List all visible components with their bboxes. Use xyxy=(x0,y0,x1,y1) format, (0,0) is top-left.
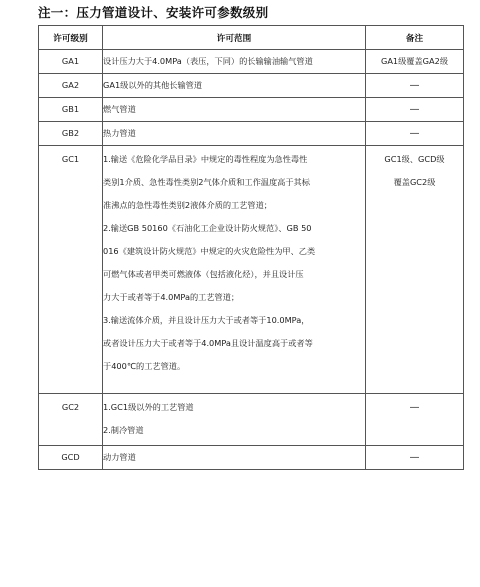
scope-line: 类别1介质、急性毒性类别2气体介质和工作温度高于其标 xyxy=(103,177,310,187)
note-line: GC1级、GCD级 xyxy=(384,154,445,164)
table-row xyxy=(39,122,464,146)
note-line: — xyxy=(409,402,420,413)
scope-line: 动力管道 xyxy=(103,452,136,462)
note-line: — xyxy=(409,104,420,115)
scope-line: 热力管道 xyxy=(103,128,136,138)
note-line: — xyxy=(409,80,420,91)
scope-line: 3.输送流体介质，并且设计压力大于或者等于10.0MPa， xyxy=(103,315,310,325)
level-cell xyxy=(39,394,103,446)
note-line: 覆盖GC2级 xyxy=(393,177,436,187)
level-cell xyxy=(39,446,103,470)
scope-cell xyxy=(103,122,366,146)
level-text: GC2 xyxy=(61,402,80,412)
table-row xyxy=(39,146,464,394)
scope-line: 或者设计压力大于或者等于4.0MPa且设计温度高于或者等 xyxy=(103,338,313,348)
page-title: 注一：压力管道设计、安装许可参数级别 xyxy=(38,5,269,20)
table-row xyxy=(39,394,464,446)
note-line: — xyxy=(409,128,420,139)
column-header-level: 许可级别 xyxy=(39,26,103,50)
level-cell xyxy=(39,146,103,394)
note-line: GA1级覆盖GA2级 xyxy=(380,56,449,66)
level-cell xyxy=(39,74,103,98)
scope-line: 016《建筑设计防火规范》中规定的火灾危险性为甲、乙类 xyxy=(103,246,316,256)
scope-cell xyxy=(103,394,366,446)
scope-cell xyxy=(103,74,366,98)
column-header-scope: 许可范围 xyxy=(103,26,366,50)
scope-line: 力大于或者等于4.0MPa的工艺管道； xyxy=(103,292,240,302)
note-cell xyxy=(366,50,464,74)
table-row xyxy=(39,74,464,98)
note-cell xyxy=(366,446,464,470)
scope-line: GA1级以外的其他长输管道 xyxy=(103,80,203,90)
level-text: GC1 xyxy=(61,154,80,164)
table-row xyxy=(39,98,464,122)
table-header-row xyxy=(39,26,464,50)
level-text: GB2 xyxy=(61,128,80,138)
scope-line: 1.GC1级以外的工艺管道 xyxy=(103,402,194,412)
scope-cell xyxy=(103,146,366,394)
level-text: GCD xyxy=(61,452,80,462)
scope-line: 燃气管道 xyxy=(103,104,136,114)
note-cell xyxy=(366,122,464,146)
table-row xyxy=(39,446,464,470)
note-cell xyxy=(366,146,464,394)
note-cell xyxy=(366,394,464,446)
permit-level-table xyxy=(38,25,464,470)
note-line: — xyxy=(409,452,420,463)
level-text: GB1 xyxy=(61,104,80,114)
scope-line: 2.制冷管道 xyxy=(103,425,144,435)
scope-line: 于400℃的工艺管道。 xyxy=(103,361,186,371)
note-cell xyxy=(366,98,464,122)
level-text: GA1 xyxy=(61,56,80,66)
scope-line: 2.输送GB 50160《石油化工企业设计防火规范》、GB 50 xyxy=(103,223,312,233)
table-row xyxy=(39,50,464,74)
scope-line: 可燃气体或者甲类可燃液体（包括液化烃），并且设计压 xyxy=(103,269,304,279)
note-cell xyxy=(366,74,464,98)
level-text: GA2 xyxy=(61,80,80,90)
scope-cell xyxy=(103,446,366,470)
scope-line: 准沸点的急性毒性类别2液体介质的工艺管道； xyxy=(103,200,272,210)
level-cell xyxy=(39,122,103,146)
scope-line: 1.输送《危险化学品目录》中规定的毒性程度为急性毒性 xyxy=(103,154,308,164)
scope-cell xyxy=(103,50,366,74)
level-cell xyxy=(39,98,103,122)
level-cell xyxy=(39,50,103,74)
scope-line: 设计压力大于4.0MPa（表压，下同）的长输输油输气管道 xyxy=(103,56,313,66)
scope-cell xyxy=(103,98,366,122)
column-header-note: 备注 xyxy=(366,26,464,50)
